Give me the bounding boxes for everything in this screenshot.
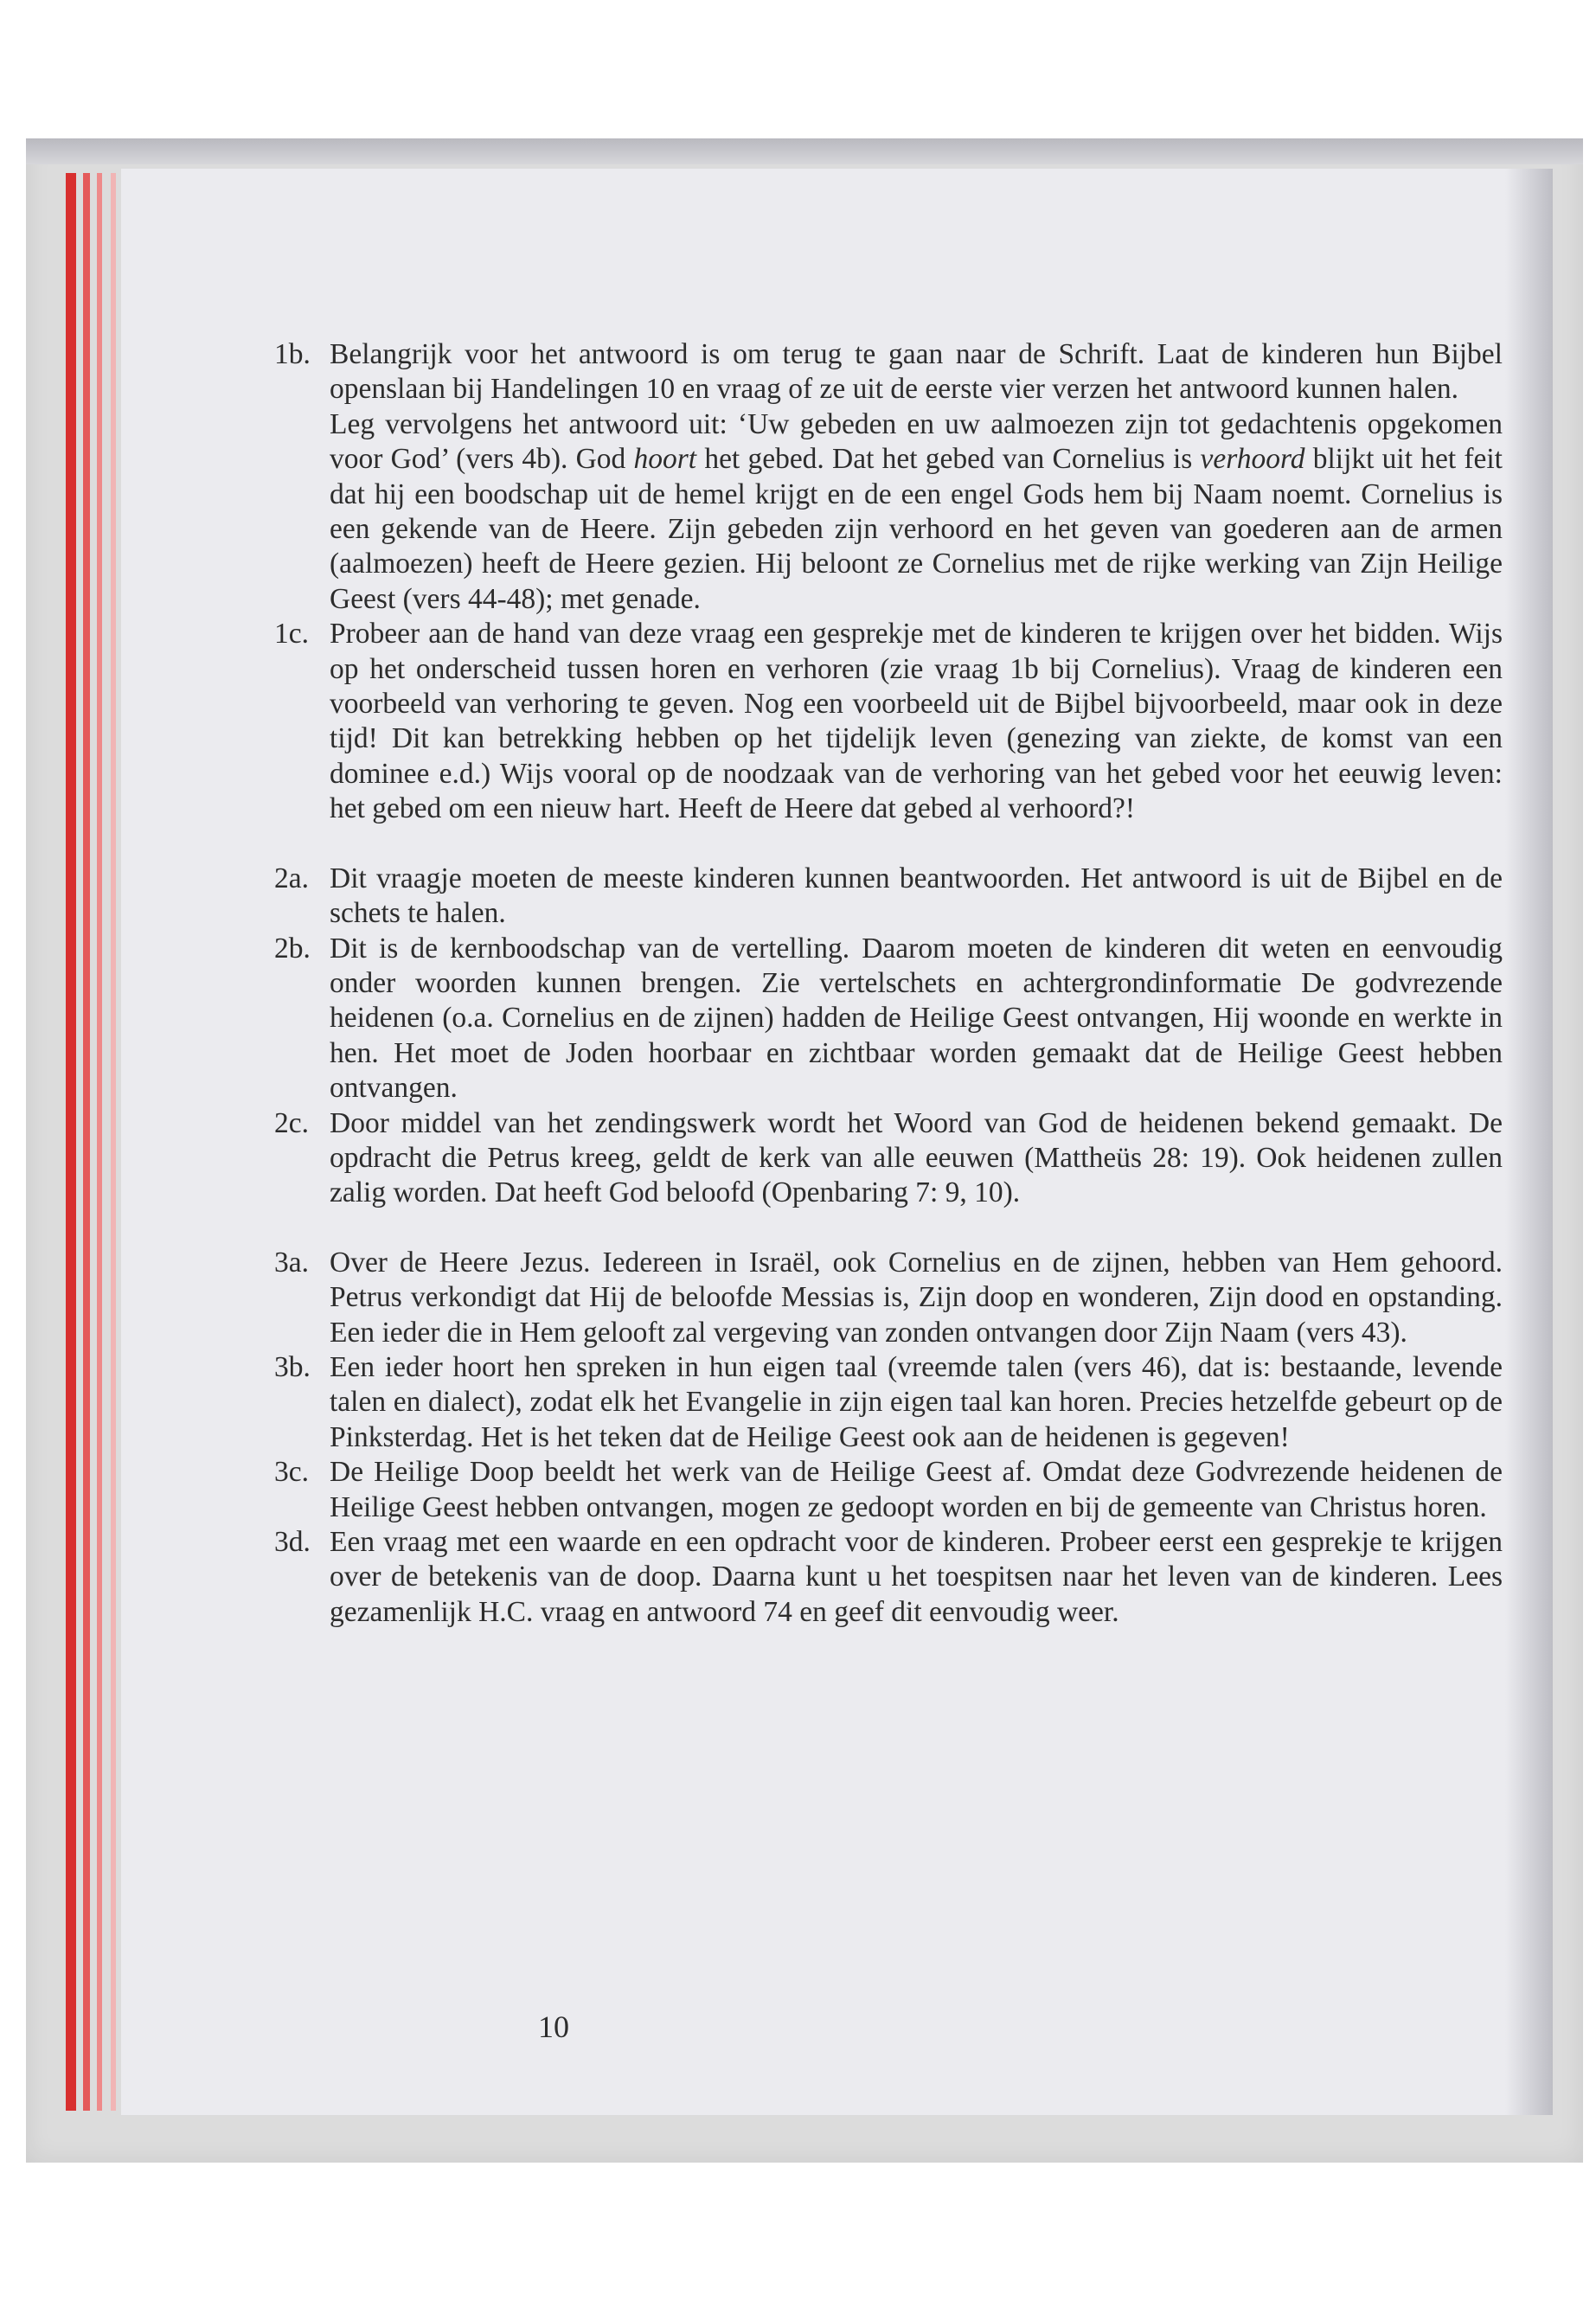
paragraph-text: blijkt uit het feit dat hij een boodschap uit de hemel krijgt en de een engel Gods hem bij Naam noemt. Cornelius is een gekende van de Heere. Zijn gebeden zijn verhoord en het geven van goederen aan de armen (aalmoezen) heeft de Heere gezien. Hij beloont ze Cornelius met de rijke werking van Zijn Heilige Geest (vers 44-48); met genade. <box>330 443 1503 615</box>
answer-label: 3b. <box>274 1350 311 1383</box>
paragraph-text: De Heilige Doop beeldt het werk van de Heilige Geest af. Omdat deze Godvrezende heidenen de Heilige Geest hebben ontvangen, mogen ze gedoopt worden en bij de gemeente van Christus horen. <box>330 1456 1503 1523</box>
emphasis-text: verhoord <box>1200 443 1305 476</box>
page-edge-red <box>66 173 76 2111</box>
answer-item <box>274 337 1503 617</box>
answer-item <box>274 1455 1503 1525</box>
answer-body <box>330 932 1503 1106</box>
answer-paragraph <box>330 1350 1503 1455</box>
paragraph-text: Over de Heere Jezus. Iedereen in Israël, ook Cornelius en de zijnen, hebben van Hem gehoord. Petrus verkondigt dat Hij de beloofde Messias is, Zijn doop en wonderen, Zijn dood en opstanding. Een ieder die in Hem gelooft zal vergeving van zonden ontvangen door Zijn Naam (vers 43). <box>330 1246 1503 1349</box>
answer-item <box>274 862 1503 932</box>
paragraph-text: het gebed. Dat het gebed van Cornelius is <box>696 443 1201 476</box>
answer-label: 2b. <box>274 932 311 965</box>
answer-label: 3a. <box>274 1246 309 1279</box>
section-gap <box>274 827 1503 862</box>
page-number: 10 <box>538 2009 569 2044</box>
answer-body <box>330 1525 1503 1630</box>
section-gap <box>274 1211 1503 1246</box>
emphasis-text: hoort <box>633 443 697 476</box>
answer-label: 1c. <box>274 618 309 651</box>
answer-label: 1b. <box>274 338 311 370</box>
answer-label: 2c. <box>274 1106 309 1139</box>
answer-label: 3c. <box>274 1456 309 1489</box>
answer-item <box>274 1246 1503 1350</box>
answer-paragraph <box>330 1106 1503 1211</box>
paragraph-text: Dit is de kernboodschap van de vertelling. Daarom moeten de kinderen dit weten en eenvoudig onder woorden kunnen brengen. Zie vertelschets en achtergrondinformatie De godvrezende heidenen (o.a. Cornelius en de zijnen) hadden de Heilige Geest ontvangen, Hij woonde en werkte in hen. Het moet de Joden hoorbaar en zichtbaar worden gemaakt dat de Heilige Geest hebben ontvangen. <box>330 932 1503 1105</box>
paragraph-text: Probeer aan de hand van deze vraag een gesprekje met de kinderen te krijgen over het bidden. Wijs op het onderscheid tussen horen en verhoren (zie vraag 1b bij Cornelius). Vraag de kinderen een voorbeeld van verhoring te geven. Nog een voorbeeld uit de Bijbel bijvoorbeeld, maar ook in deze tijd! Dit kan betrekking hebben op het tijdelijk leven (genezing van ziekte, de komst van een dominee e.d.) Wijs vooral op de noodzaak van de verhoring van het gebed voor het eeuwig leven: het gebed om een nieuw hart. Heeft de Heere dat gebed al verhoord?! <box>330 618 1503 825</box>
paragraph-text: Door middel van het zendingswerk wordt het Woord van God de heidenen bekend gemaakt. De opdracht die Petrus kreeg, geldt de kerk van alle eeuwen (Mattheüs 28: 19). Ook heidenen zullen zalig worden. Dat heeft God beloofd (Openbaring 7: 9, 10). <box>330 1106 1503 1209</box>
paragraph-text: Belangrijk voor het antwoord is om terug te gaan naar de Schrift. Laat de kinderen hun Bijbel openslaan bij Handelingen 10 en vraag of ze uit de eerste vier verzen het antwoord kunnen halen. <box>330 338 1503 406</box>
answer-paragraph <box>330 337 1503 407</box>
answer-label: 2a. <box>274 862 309 894</box>
answer-paragraph <box>330 862 1503 932</box>
page-edge-red <box>97 173 102 2111</box>
paragraph-text: Een vraag met een waarde en een opdracht voor de kinderen. Probeer eerst een gesprekje te krijgen over de betekenis van de doop. Daarna kunt u het toespitsen naar het leven van de kinderen. Lees gezamenlijk H.C. vraag en antwoord 74 en geef dit eenvoudig weer. <box>330 1526 1503 1628</box>
answer-label: 3d. <box>274 1526 311 1558</box>
book-top-edge <box>26 138 1583 164</box>
answer-item <box>274 1350 1503 1455</box>
page-edge-red <box>83 173 90 2111</box>
answer-item <box>274 1106 1503 1211</box>
answer-body <box>330 862 1503 932</box>
answer-paragraph <box>330 1246 1503 1350</box>
answer-item <box>274 1525 1503 1630</box>
answer-paragraph <box>330 1525 1503 1630</box>
answer-notes <box>274 337 1503 1630</box>
page-gutter-shadow <box>1505 169 1553 2115</box>
answer-body <box>330 1455 1503 1525</box>
paragraph-text: Een ieder hoort hen spreken in hun eigen taal (vreemde talen (vers 46), dat is: bestaande, levende talen en dialect), zodat elk het Evangelie in zijn eigen taal kan horen. Precies hetzelfde gebeurt op de Pinksterdag. Het is het teken dat de Heilige Geest ook aan de heidenen is gegeven! <box>330 1350 1503 1453</box>
answer-paragraph <box>330 932 1503 1106</box>
paragraph-text: Dit vraagje moeten de meeste kinderen kunnen beantwoorden. Het antwoord is uit de Bijbel en de schets te halen. <box>330 862 1503 930</box>
paragraph-text: Leg vervolgens het antwoord uit: ‘Uw gebeden en uw aalmoezen zijn tot gedachtenis opgekomen voor God’ (vers 4b). God <box>330 407 1503 476</box>
answer-body <box>330 617 1503 826</box>
answer-body <box>330 1350 1503 1455</box>
page-edge-red <box>111 173 116 2111</box>
answer-paragraph <box>330 617 1503 826</box>
answer-item <box>274 617 1503 826</box>
answer-body <box>330 1246 1503 1350</box>
answer-paragraph <box>330 407 1503 617</box>
answer-item <box>274 932 1503 1106</box>
answer-paragraph <box>330 1455 1503 1525</box>
answer-body <box>330 337 1503 617</box>
answer-body <box>330 1106 1503 1211</box>
